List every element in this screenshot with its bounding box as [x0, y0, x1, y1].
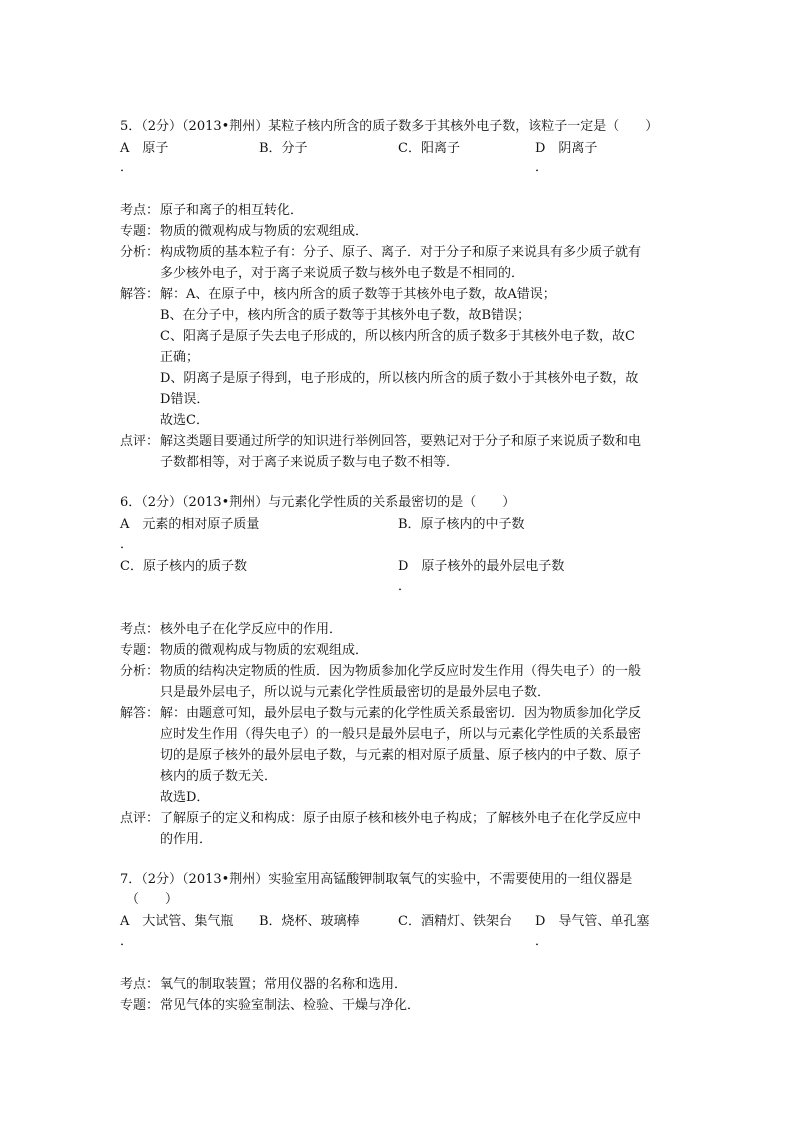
q6-jieda-line: 应时发生作用（得失电子）的一般只是最外层电子，所以与元素化学性质的关系最密	[160, 727, 642, 742]
q5-jieda-line: D、阴离子是原子得到，电子形成的，所以核内所含的质子数小于其核外电子数，故	[160, 371, 639, 386]
q6-zhuanti: 物质的微观构成与物质的宏观组成．	[160, 643, 369, 658]
q5-jieda-label: 解答：	[120, 287, 160, 302]
q5-dot-d: ．	[535, 160, 549, 175]
q6-fenxi-line: 只是最外层电子，所以说与元素化学性质最密切的是最外层电子数．	[160, 685, 551, 700]
q5-zhuanti-label: 专题：	[120, 224, 160, 239]
q5-dianping-label: 点评：	[120, 434, 160, 449]
q6-option-a: A 元素的相对原子质量	[120, 517, 260, 532]
q7-stem-bracket: （ ）	[126, 892, 179, 907]
q7-option-d: D 导气管、单孔塞	[535, 914, 650, 929]
q7-option-c: C．酒精灯、铁架台	[398, 914, 512, 929]
q6-option-b: B．原子核内的中子数	[398, 517, 525, 532]
q5-jieda-line: 故选C．	[160, 413, 209, 428]
q6-jieda-line: 切的是原子核外的最外层电子数，与元素的相对原子质量、原子核内的中子数、原子	[160, 748, 642, 763]
q5-option-a: A 原子	[120, 141, 169, 156]
q6-dianping-line: 了解原子的定义和构成：原子由原子核和核外电子构成；了解核外电子在化学反应中	[160, 811, 642, 826]
q7-stem: 7．（2分）（2013•荆州）实验室用高锰酸钾制取氧气的实验中，不需要使用的一组仪器是	[120, 872, 633, 887]
q7-dot-d: ．	[535, 934, 549, 949]
q7-kaodian-label: 考点：	[120, 977, 160, 992]
q7-dot-a: ．	[120, 934, 134, 949]
q5-fenxi-label: 分析：	[120, 245, 160, 260]
q6-option-c: C．原子核内的质子数	[120, 559, 247, 574]
q6-zhuanti-label: 专题：	[120, 643, 160, 658]
q6-fenxi-line: 物质的结构决定物质的性质．因为物质参加化学反应时发生作用（得失电子）的一般	[160, 664, 642, 679]
q7-zhuanti: 常见气体的实验室制法、检验、干燥与净化．	[160, 998, 421, 1013]
q5-zhuanti: 物质的微观构成与物质的宏观组成．	[160, 224, 369, 239]
q7-option-a: A 大试管、集气瓶	[120, 914, 234, 929]
q5-kaodian-label: 考点：	[120, 203, 160, 218]
q5-fenxi-line: 构成物质的基本粒子有：分子、原子、离子．对于分子和原子来说具有多少质子就有	[160, 245, 642, 260]
q6-fenxi-label: 分析：	[120, 664, 160, 679]
q5-option-d: D 阴离子	[535, 141, 598, 156]
q5-dianping-line: 解这类题目要通过所学的知识进行举例回答，要熟记对于分子和原子来说质子数和电	[160, 434, 642, 449]
q6-dianping-line: 的作用．	[160, 832, 213, 847]
q5-option-c: C．阳离子	[398, 141, 460, 156]
q6-kaodian: 核外电子在化学反应中的作用．	[160, 622, 343, 637]
q5-fenxi-line: 多少核外电子，对于离子来说质子数与核外电子数是不相同的．	[160, 266, 525, 281]
q6-dot-d: ．	[398, 579, 412, 594]
q5-kaodian: 原子和离子的相互转化．	[160, 203, 304, 218]
q5-stem: 5．（2分）（2013•荆州）某粒子核内所含的质子数多于其核外电子数，该粒子一定是（ ）	[120, 119, 659, 134]
q6-stem: 6．（2分）（2013•荆州）与元素化学性质的关系最密切的是（ ）	[120, 495, 516, 510]
q5-dianping-line: 子数都相等，对于离子来说质子数与电子数不相等．	[160, 455, 460, 470]
q6-jieda-line: 解：由题意可知，最外层电子数与元素的化学性质关系最密切．因为物质参加化学反	[160, 706, 642, 721]
q6-jieda-line: 核内的质子数无关．	[160, 769, 278, 784]
q6-jieda-line: 故选D．	[160, 790, 210, 805]
q7-zhuanti-label: 专题：	[120, 998, 160, 1013]
q5-jieda-line: D错误．	[160, 392, 210, 407]
q6-jieda-label: 解答：	[120, 706, 160, 721]
q5-jieda-line: 解：A、在原子中，核内所含的质子数等于其核外电子数，故A错误；	[160, 287, 556, 302]
q6-dianping-label: 点评：	[120, 811, 160, 826]
q7-option-b: B．烧杯、玻璃棒	[259, 914, 360, 929]
q5-jieda-line: B、在分子中，核内所含的质子数等于其核外电子数，故B错误；	[160, 308, 531, 323]
q6-kaodian-label: 考点：	[120, 622, 160, 637]
q6-option-d: D 原子核外的最外层电子数	[398, 559, 565, 574]
q5-dot-a: ．	[120, 160, 134, 175]
q5-option-b: B．分子	[259, 141, 308, 156]
q5-jieda-line: 正确；	[160, 350, 200, 365]
q6-dot-a: ．	[120, 537, 134, 552]
q5-jieda-line: C、阳离子是原子失去电子形成的，所以核内所含的质子数多于其核外电子数，故C	[160, 329, 635, 344]
q7-kaodian: 氧气的制取装置；常用仪器的名称和选用．	[160, 977, 408, 992]
